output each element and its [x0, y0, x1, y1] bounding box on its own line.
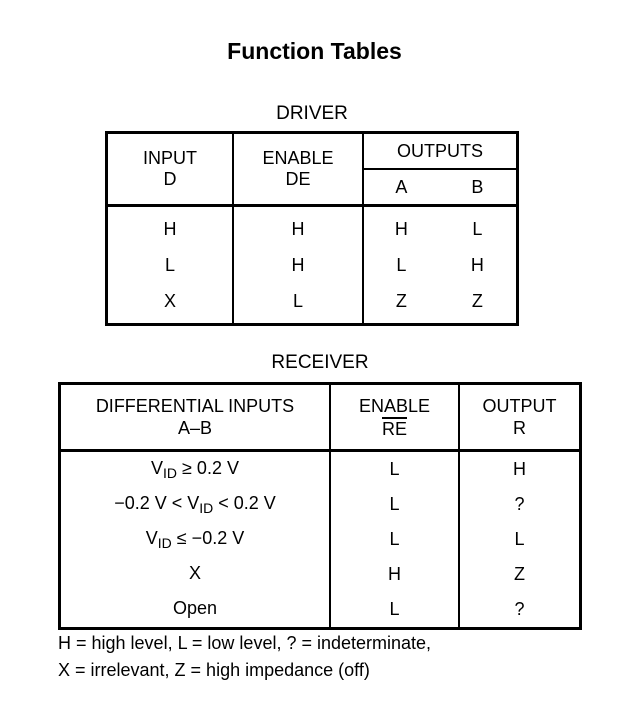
driver-cell-a: L — [396, 254, 407, 275]
driver-cell-a: Z — [395, 290, 407, 311]
driver-cell-de: H — [233, 206, 363, 248]
receiver-header-enable — [330, 384, 459, 451]
receiver-header-diff-symbol: A–B — [177, 418, 213, 438]
driver-cell-b: Z — [471, 290, 483, 311]
input-text: −0.2 V < V — [114, 493, 200, 513]
driver-header-enable-symbol: DE — [285, 169, 311, 189]
driver-cell-d: X — [107, 283, 234, 325]
input-text: V — [151, 458, 164, 478]
receiver-header-diff — [60, 384, 331, 451]
table-row — [60, 451, 581, 488]
input-text: Open — [172, 598, 218, 618]
driver-header-enable-label: ENABLE — [262, 148, 334, 168]
input-subscript: ID — [157, 535, 172, 551]
table-row — [107, 206, 518, 248]
driver-header-out-b: B — [439, 169, 518, 206]
receiver-header-output — [459, 384, 581, 451]
input-subscript: ID — [199, 500, 214, 516]
driver-header-enable — [233, 133, 363, 206]
receiver-cell-re: L — [330, 522, 459, 557]
receiver-header-output-label: OUTPUT — [482, 396, 557, 416]
receiver-cell-r: L — [514, 529, 525, 549]
driver-header-input-label: INPUT — [143, 148, 197, 168]
receiver-caption: RECEIVER — [271, 352, 369, 373]
receiver-table — [58, 382, 582, 630]
driver-cell-b: H — [470, 254, 484, 275]
table-row — [107, 247, 518, 283]
input-text: X — [188, 563, 201, 583]
receiver-cell-input — [60, 522, 331, 557]
driver-cell-de: L — [233, 283, 363, 325]
page-title: Function Tables — [227, 38, 402, 64]
table-row — [107, 283, 518, 325]
legend-note-line2: X = irrelevant, Z = high impedance (off) — [58, 660, 370, 680]
receiver-header-enable-symbol: RE — [381, 418, 407, 439]
input-subscript: ID — [163, 465, 178, 481]
driver-table — [105, 131, 519, 326]
receiver-cell-input — [60, 592, 331, 629]
driver-cell-d: L — [107, 247, 234, 283]
receiver-cell-r: ? — [514, 599, 525, 619]
receiver-header-diff-label: DIFFERENTIAL INPUTS — [95, 396, 295, 416]
driver-cell-b: L — [472, 218, 483, 239]
receiver-cell-re: L — [330, 487, 459, 522]
driver-header-outputs: OUTPUTS — [363, 133, 518, 170]
receiver-cell-re: L — [330, 451, 459, 488]
input-text: ≤ −0.2 V — [171, 528, 245, 548]
input-text: < 0.2 V — [213, 493, 276, 513]
table-row — [60, 557, 581, 592]
legend-note-line1: H = high level, L = low level, ? = indeterminate, — [58, 633, 432, 653]
table-row — [60, 522, 581, 557]
receiver-cell-input — [60, 487, 331, 522]
input-text: ≥ 0.2 V — [177, 458, 239, 478]
driver-header-out-a: A — [363, 169, 439, 206]
table-row — [60, 487, 581, 522]
driver-cell-de: H — [233, 247, 363, 283]
receiver-header-enable-label: ENABLE — [358, 395, 431, 416]
input-text: V — [145, 528, 158, 548]
receiver-cell-input — [60, 451, 331, 488]
driver-cell-d: H — [107, 206, 234, 248]
receiver-header-output-symbol: R — [513, 418, 526, 438]
table-row — [60, 592, 581, 629]
receiver-cell-re: H — [330, 557, 459, 592]
driver-header-input-symbol: D — [163, 169, 177, 189]
driver-header-input — [107, 133, 234, 206]
receiver-cell-r: Z — [514, 564, 525, 584]
receiver-cell-re: L — [330, 592, 459, 629]
receiver-cell-r: H — [513, 459, 526, 479]
receiver-cell-input — [60, 557, 331, 592]
receiver-cell-r: ? — [514, 494, 525, 514]
driver-cell-a: H — [394, 218, 408, 239]
driver-caption: DRIVER — [276, 103, 348, 124]
